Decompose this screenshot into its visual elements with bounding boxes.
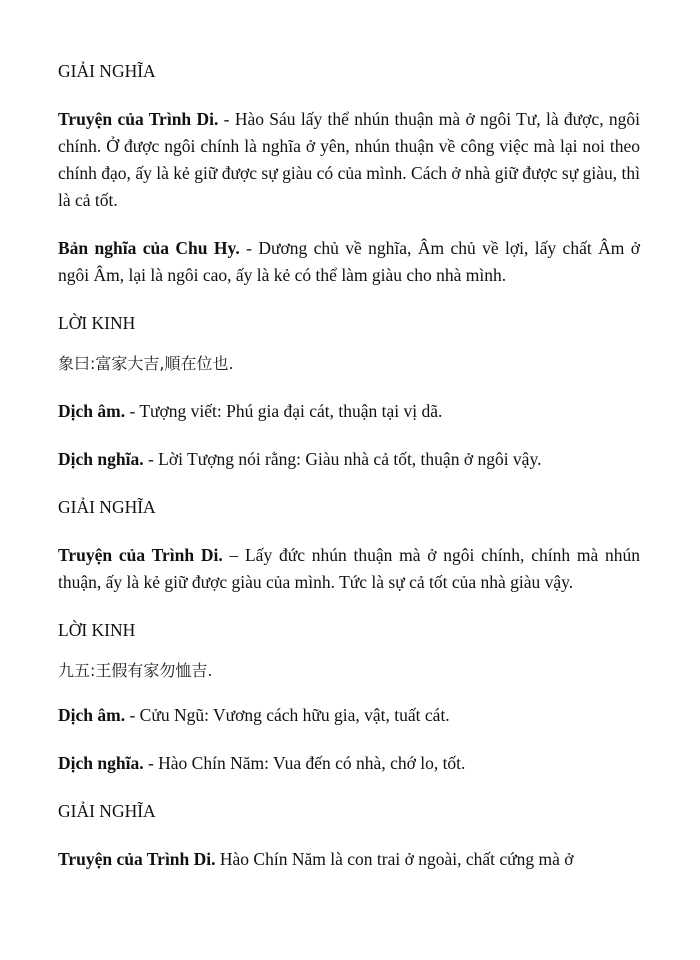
commentary-trinh-di — [58, 542, 640, 596]
classical-chinese-text: 九五:王假有家勿恤吉. — [58, 661, 213, 680]
transliteration-text: - Tượng viết: Phú gia đại cát, thuận tại vị dã. — [125, 401, 443, 421]
commentary-chu-hy — [58, 235, 640, 289]
classical-chinese-text: 象曰:富家大吉,順在位也. — [58, 354, 234, 373]
commentary-text: – Lấy đức nhún thuận mà ở ngôi chính, chính mà nhún thuận, ấy là kẻ giữ được giàu của mình. Tức là sự cả tốt của nhà giàu vậy. — [58, 545, 640, 592]
document-page — [58, 58, 640, 894]
section-heading-giai-nghia: GIẢI NGHĨA — [58, 801, 156, 821]
transliteration — [58, 702, 640, 729]
commentary-text: - Hào Sáu lấy thể nhún thuận mà ở ngôi Tư, là được, ngôi chính. Ở được ngôi chính là nghĩa ở yên, nhún thuận về công việc mà lại noi theo chính đạo, ấy là kẻ giữ được sự giàu có của mình. Cách ở nhà giữ được sự giàu, thì là cả tốt. — [58, 109, 640, 210]
commentary-trinh-di — [58, 846, 640, 873]
section-heading-loi-kinh: LỜI KINH — [58, 620, 136, 640]
translation — [58, 446, 640, 473]
commentary-text: Hào Chín Năm là con trai ở ngoài, chất cứng mà ở — [215, 849, 574, 869]
commentary-label: Truyện của Trình Di. — [58, 849, 216, 869]
transliteration-label: Dịch âm. — [58, 705, 126, 725]
translation-text: - Lời Tượng nói rằng: Giàu nhà cả tốt, thuận ở ngôi vậy. — [143, 449, 542, 469]
commentary-trinh-di — [58, 106, 640, 214]
section-heading-loi-kinh: LỜI KINH — [58, 313, 136, 333]
section-heading-giai-nghia: GIẢI NGHĨA — [58, 497, 156, 517]
translation-label: Dịch nghĩa. — [58, 449, 144, 469]
commentary-label: Bản nghĩa của Chu Hy. — [58, 238, 240, 258]
commentary-text: - Dương chủ về nghĩa, Âm chủ về lợi, lấy chất Âm ở ngôi Âm, lại là ngôi cao, ấy là kẻ có thể làm giàu cho nhà mình. — [58, 238, 641, 285]
commentary-label: Truyện của Trình Di. — [58, 545, 223, 565]
transliteration-text: - Cửu Ngũ: Vương cách hữu gia, vật, tuất cát. — [125, 705, 450, 725]
translation-label: Dịch nghĩa. — [58, 753, 144, 773]
translation-text: - Hào Chín Năm: Vua đến có nhà, chớ lo, tốt. — [143, 753, 466, 773]
transliteration-label: Dịch âm. — [58, 401, 126, 421]
section-heading-giai-nghia: GIẢI NGHĨA — [58, 61, 156, 81]
commentary-label: Truyện của Trình Di. — [58, 109, 219, 129]
transliteration — [58, 398, 640, 425]
translation — [58, 750, 640, 777]
